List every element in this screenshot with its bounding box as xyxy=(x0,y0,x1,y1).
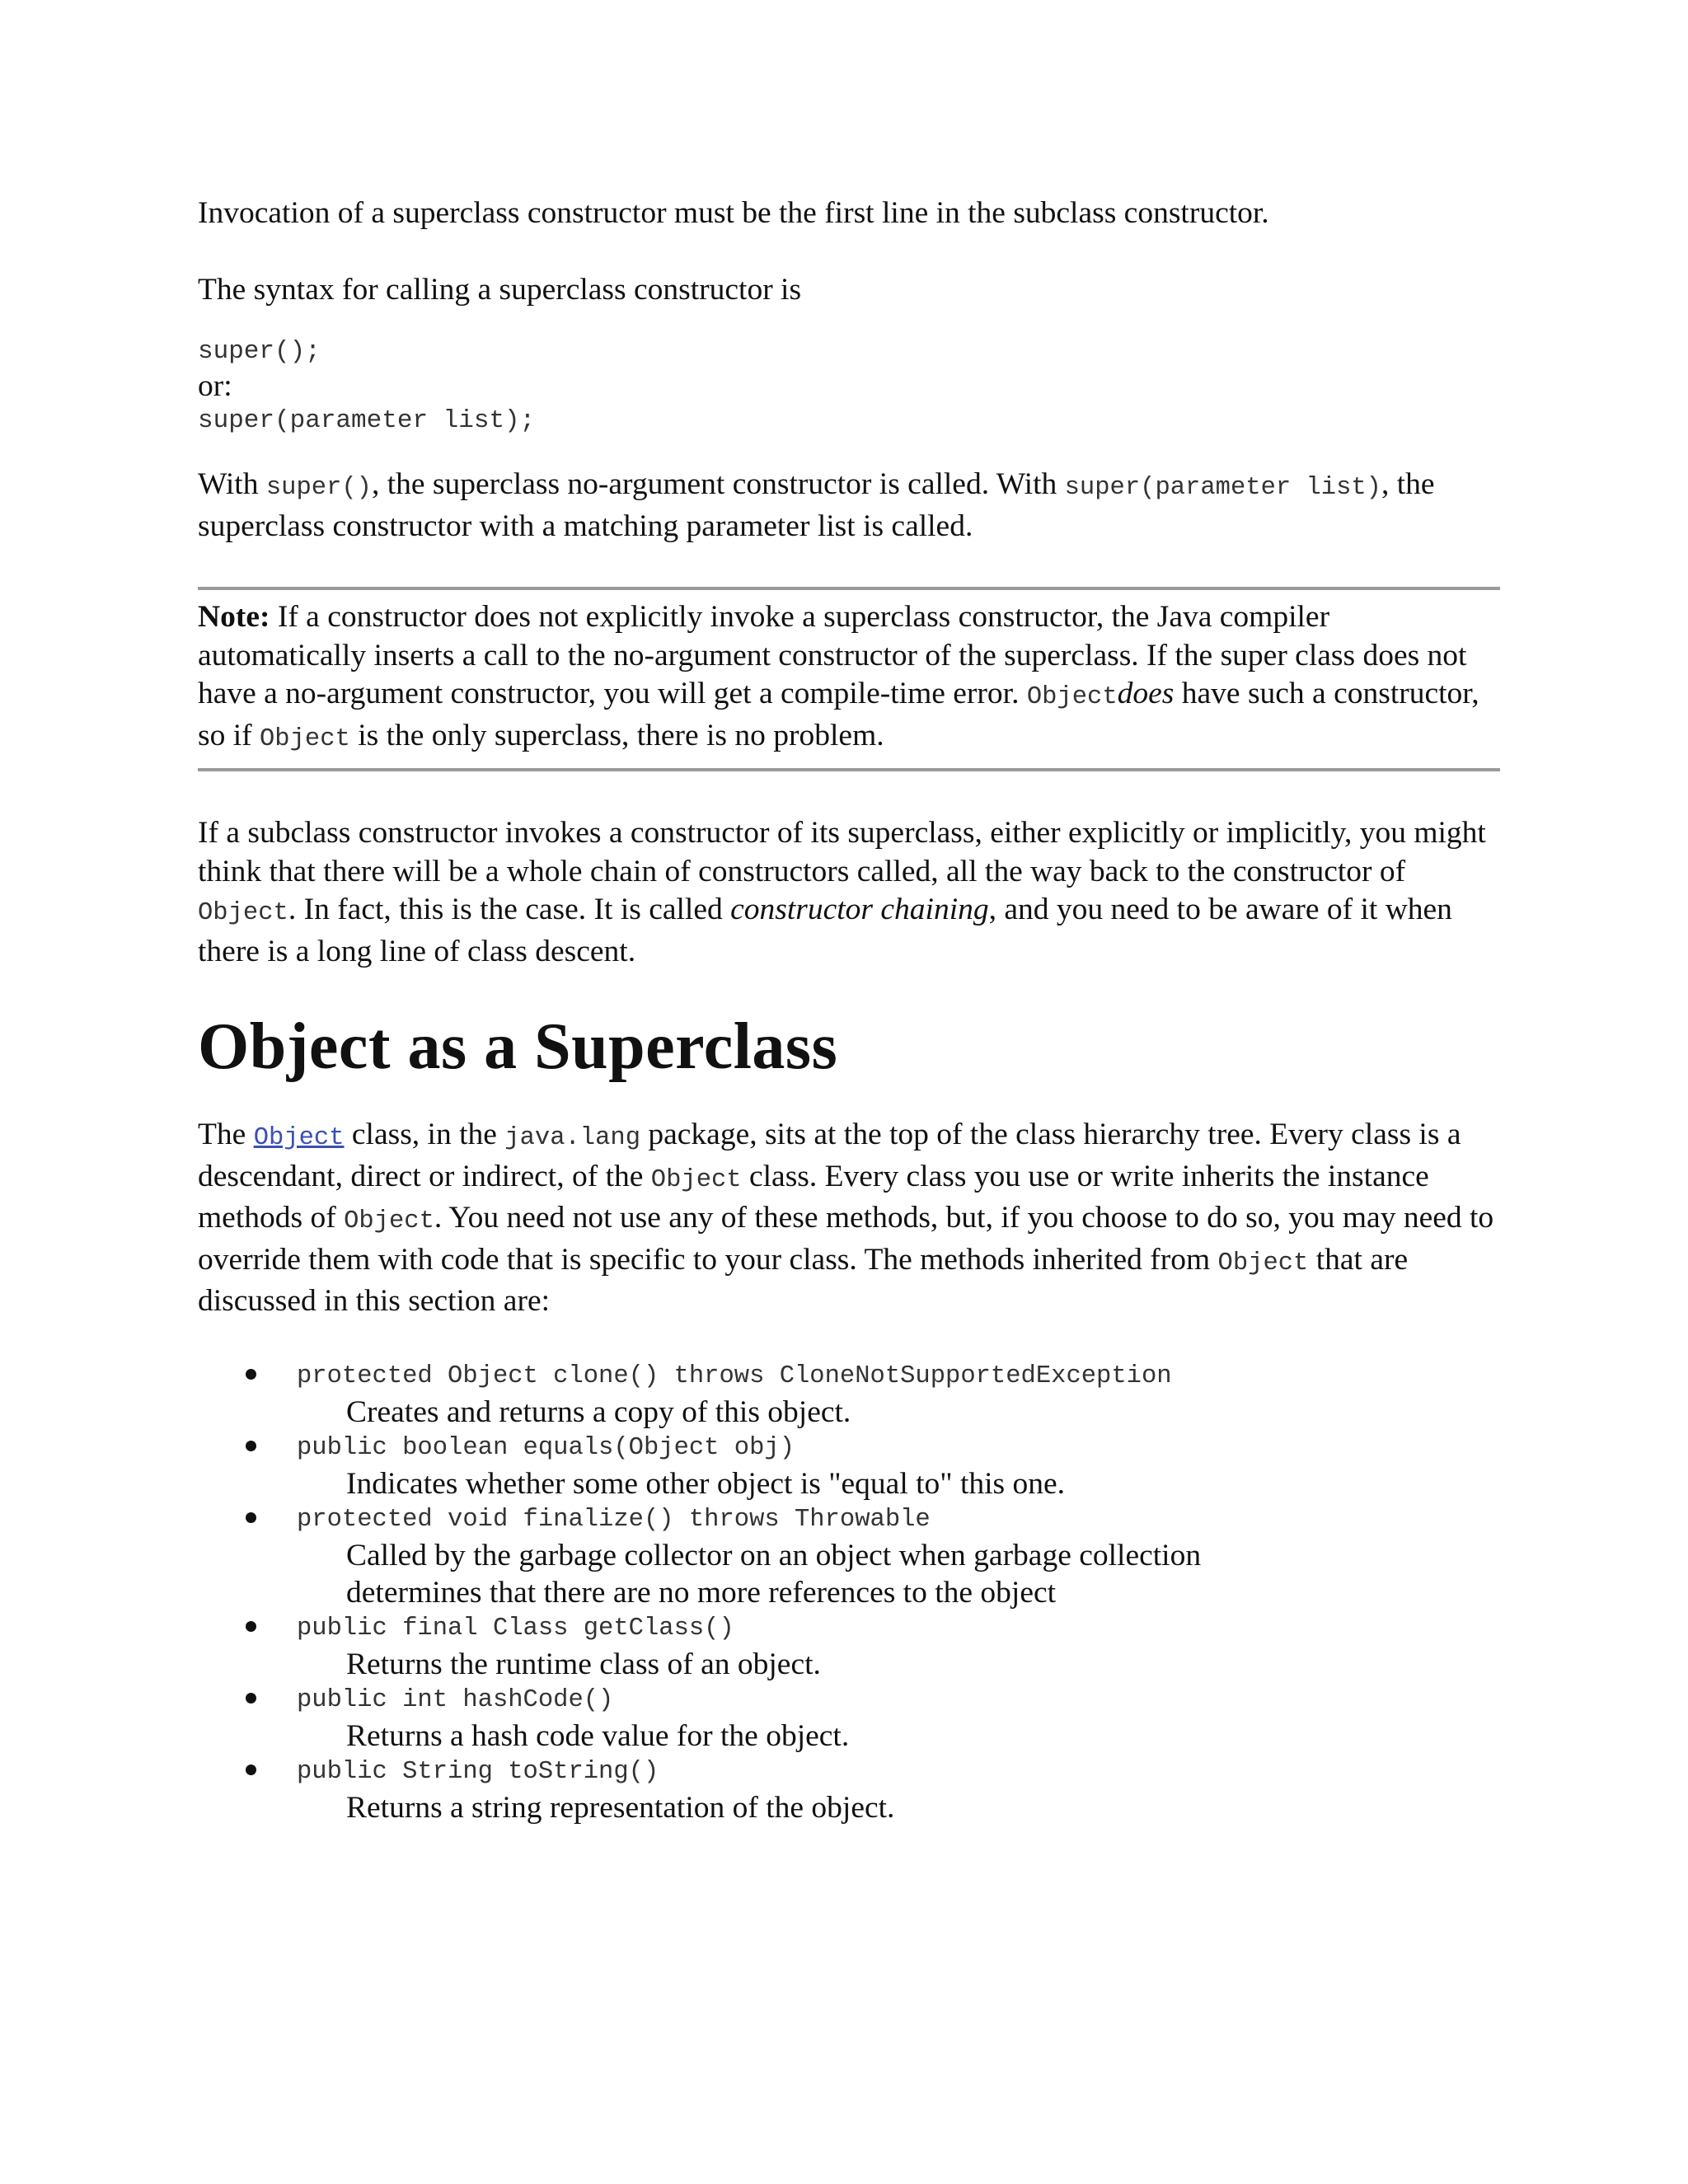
inline-code: java.lang xyxy=(504,1124,641,1152)
method-description: Returns a hash code value for the object. xyxy=(346,1718,850,1753)
text: that are discussed in this section are: xyxy=(198,1242,1409,1318)
inline-code: Object xyxy=(1217,1249,1309,1277)
inline-code: Object xyxy=(198,899,288,927)
list-item xyxy=(198,1359,1500,1431)
text: . In fact, this is the case. It is called xyxy=(288,893,731,926)
inline-code: Object xyxy=(344,1207,434,1235)
method-signature: public boolean equals(Object obj) xyxy=(297,1433,795,1462)
section-heading: Object as a Superclass xyxy=(198,1010,838,1083)
bullet-icon xyxy=(246,1441,256,1451)
text: , the superclass no-argument constructor is called. With xyxy=(371,467,1065,501)
paragraph-syntax-intro: The syntax for calling a superclass constructor is xyxy=(198,272,802,307)
bullet-icon xyxy=(246,1512,256,1523)
code-block xyxy=(198,335,1500,438)
method-signature: protected void finalize() throws Throwable xyxy=(297,1505,931,1534)
text: With xyxy=(198,467,266,501)
text: . You need not use any of these methods, but, if you choose to do so, you may need to override them with code that is specific to your class. The methods inherited from xyxy=(198,1201,1494,1277)
paragraph-constructor-chaining xyxy=(198,814,1500,971)
text: package, sits at the top of the class hierarchy tree. Every class is a descendant, direct or indirect, of the xyxy=(198,1118,1461,1193)
bullet-icon xyxy=(246,1765,256,1775)
note-bottom-divider xyxy=(198,768,1500,771)
list-item xyxy=(198,1431,1500,1502)
method-description: Indicates whether some other object is "equal to" this one. xyxy=(346,1466,1066,1501)
list-item xyxy=(198,1755,1500,1826)
method-description: Returns a string representation of the object. xyxy=(346,1790,895,1825)
inline-code: Object xyxy=(1026,683,1118,711)
paragraph-super-explanation xyxy=(198,466,1500,546)
note-top-divider xyxy=(198,587,1500,590)
text: , the superclass constructor with a matching parameter list is called. xyxy=(198,467,1435,543)
text: have such a constructor, so if xyxy=(198,677,1479,752)
note-box xyxy=(198,598,1500,758)
bullet-icon xyxy=(246,1369,256,1380)
bullet-icon xyxy=(246,1621,256,1632)
code-super-with-params: super(parameter list); xyxy=(198,406,536,435)
text: class, in the xyxy=(344,1118,505,1151)
bullet-icon xyxy=(246,1693,256,1704)
paragraph-invocation: Invocation of a superclass constructor must be the first line in the subclass constructor. xyxy=(198,196,1269,230)
note-label: Note: xyxy=(198,600,270,634)
method-signature: public final Class getClass() xyxy=(297,1614,734,1643)
list-item xyxy=(198,1683,1500,1755)
text: class. Every class you use or write inherits the instance methods of xyxy=(198,1159,1429,1235)
text: The xyxy=(198,1118,254,1151)
method-description: Creates and returns a copy of this object. xyxy=(346,1394,851,1429)
text: , and you need to be aware of it when there is a long line of class descent. xyxy=(198,893,1452,968)
method-signature: public int hashCode() xyxy=(297,1685,614,1714)
inline-code: super(parameter list) xyxy=(1064,474,1381,502)
text: If a subclass constructor invokes a constructor of its superclass, either explicitly or implicitly, you might think that there will be a whole chain of constructors called, all the way back to the constructor of xyxy=(198,816,1486,888)
object-class-link[interactable]: Object xyxy=(253,1124,345,1152)
text: is the only superclass, there is no problem. xyxy=(349,718,884,752)
emphasis: does xyxy=(1117,677,1175,710)
paragraph-object-superclass xyxy=(198,1116,1500,1321)
emphasis: constructor chaining xyxy=(730,893,989,926)
code-super-no-arg: super(); xyxy=(198,337,321,366)
list-item xyxy=(198,1502,1500,1611)
code-or-label: or: xyxy=(198,369,232,403)
method-signature: protected Object clone() throws CloneNotSupportedException xyxy=(297,1361,1172,1390)
document-page xyxy=(198,194,1500,1826)
list-item xyxy=(198,1611,1500,1683)
text: If a constructor does not explicitly invoke a superclass constructor, the Java compiler automatically inserts a call to the no-argument constructor of the superclass. If the super class does not have a no-argument constructor, you will get a compile-time error. xyxy=(198,600,1467,710)
method-signature: public String toString() xyxy=(297,1757,659,1786)
inline-code: super() xyxy=(265,474,372,502)
methods-list xyxy=(198,1359,1500,1826)
method-description: Called by the garbage collector on an object when garbage collection determines that there are no more references to the object xyxy=(346,1538,1202,1610)
inline-code: Object xyxy=(650,1165,742,1194)
inline-code: Object xyxy=(260,724,350,753)
method-description: Returns the runtime class of an object. xyxy=(346,1647,821,1681)
